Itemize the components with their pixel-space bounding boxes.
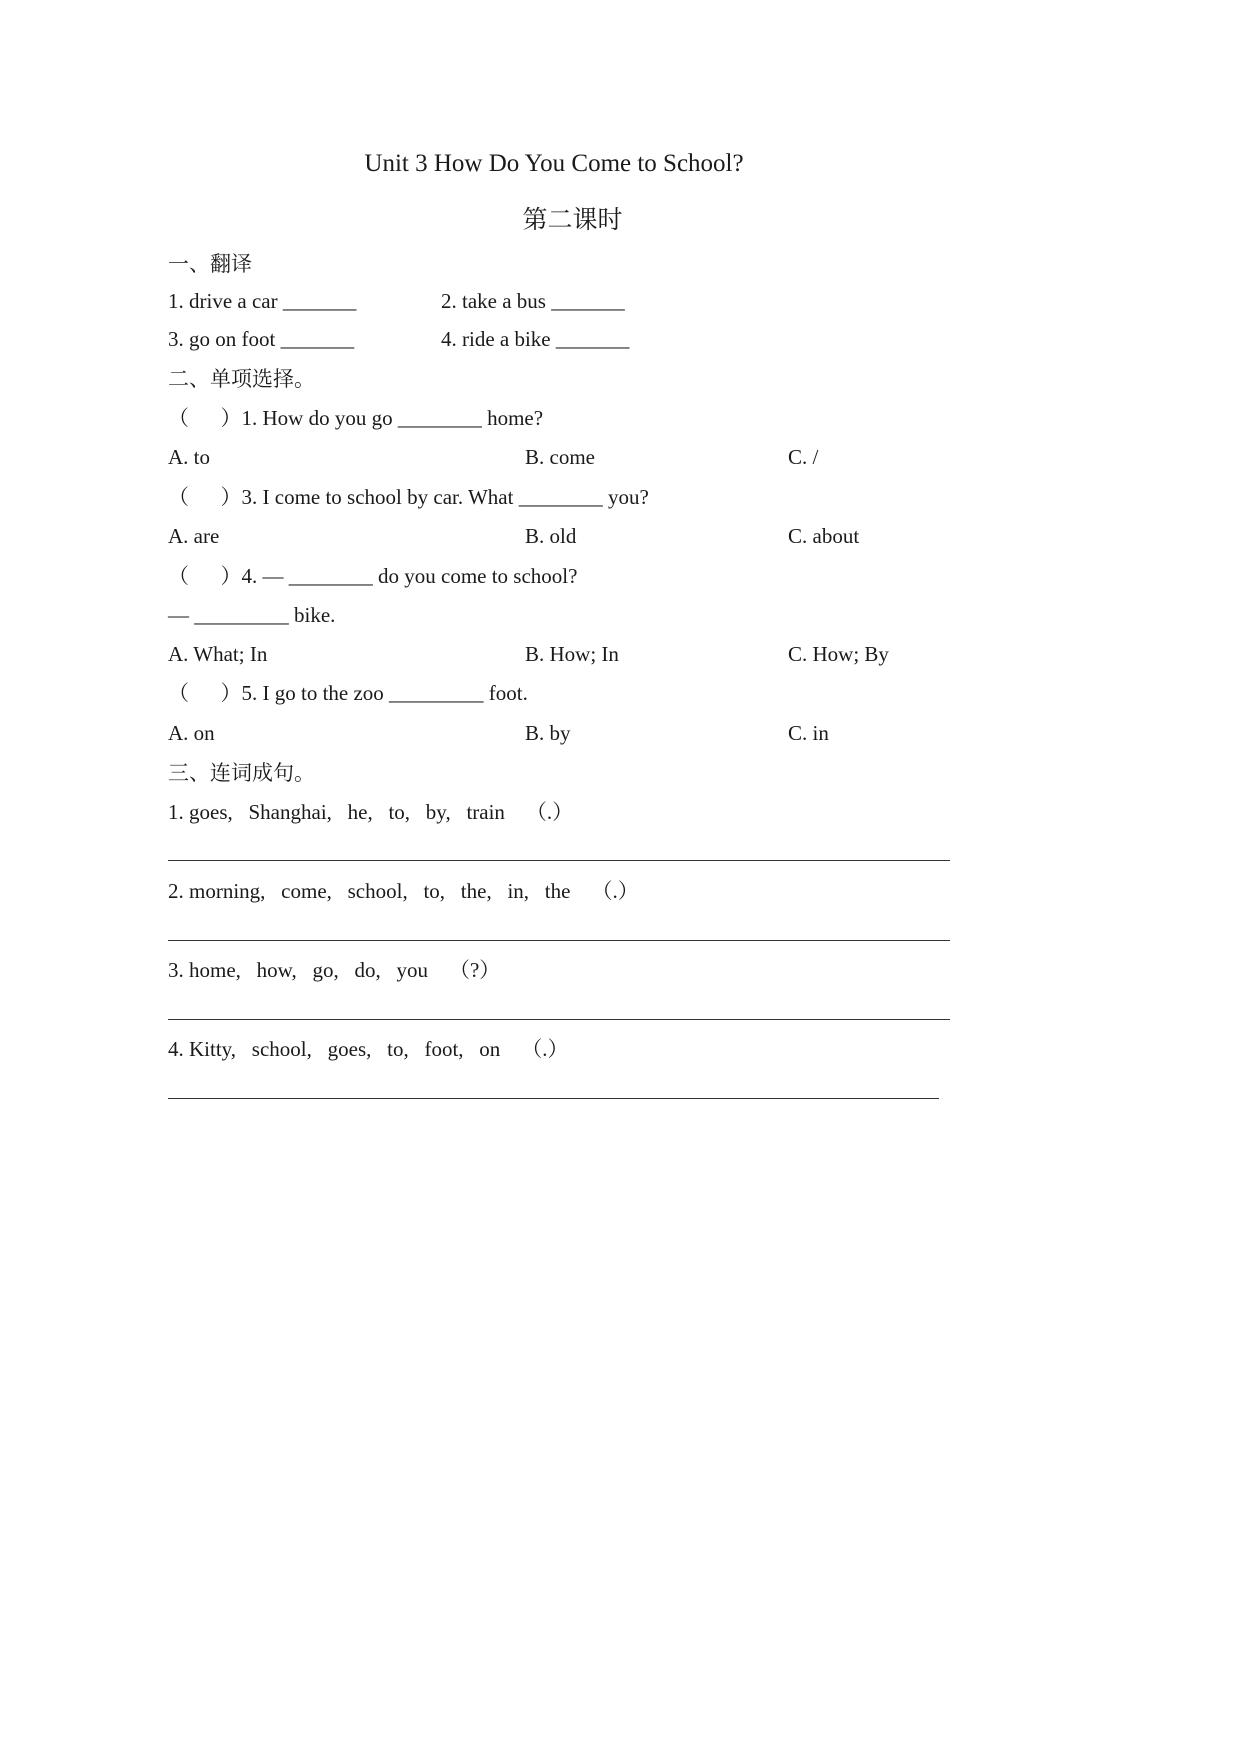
answer-line[interactable] bbox=[168, 860, 950, 861]
option-a: A. to bbox=[168, 445, 210, 469]
page-title: Unit 3 How Do You Come to School? bbox=[364, 150, 744, 177]
section-heading-choice: 二、单项选择。 bbox=[168, 367, 315, 391]
reorder-item: 3. home, how, go, do, you （?） bbox=[168, 958, 501, 982]
question-stem: （ ）4. — ________ do you come to school? bbox=[168, 564, 578, 588]
question-stem: （ ）1. How do you go ________ home? bbox=[168, 406, 544, 430]
option-c: C. How; By bbox=[788, 642, 889, 666]
question-stem: （ ）3. I come to school by car. What ________ you? bbox=[168, 485, 649, 509]
option-a: A. on bbox=[168, 721, 215, 745]
option-c: C. about bbox=[788, 524, 860, 548]
question-stem-reply: — _________ bike. bbox=[168, 603, 336, 627]
translate-item: 3. go on foot _______ bbox=[168, 327, 355, 351]
option-b: B. come bbox=[525, 445, 595, 469]
section-heading-reorder: 三、连词成句。 bbox=[168, 761, 315, 785]
option-b: B. How; In bbox=[525, 642, 619, 666]
option-a: A. are bbox=[168, 524, 220, 548]
reorder-item: 2. morning, come, school, to, the, in, the （.） bbox=[168, 879, 639, 903]
option-a: A. What; In bbox=[168, 642, 268, 666]
question-stem: （ ）5. I go to the zoo _________ foot. bbox=[168, 681, 528, 705]
option-c: C. / bbox=[788, 445, 819, 469]
page-subtitle: 第二课时 bbox=[522, 207, 623, 234]
reorder-item: 1. goes, Shanghai, he, to, by, train （.） bbox=[168, 800, 574, 824]
option-b: B. by bbox=[525, 721, 571, 745]
translate-item: 2. take a bus _______ bbox=[441, 289, 625, 313]
answer-line[interactable] bbox=[168, 940, 950, 941]
reorder-item: 4. Kitty, school, goes, to, foot, on （.） bbox=[168, 1037, 569, 1061]
answer-line[interactable] bbox=[168, 1019, 950, 1020]
section-heading-translate: 一、翻译 bbox=[168, 252, 252, 276]
option-b: B. old bbox=[525, 524, 577, 548]
option-c: C. in bbox=[788, 721, 829, 745]
answer-line[interactable] bbox=[168, 1098, 939, 1099]
translate-item: 4. ride a bike _______ bbox=[441, 327, 630, 351]
translate-item: 1. drive a car _______ bbox=[168, 289, 357, 313]
